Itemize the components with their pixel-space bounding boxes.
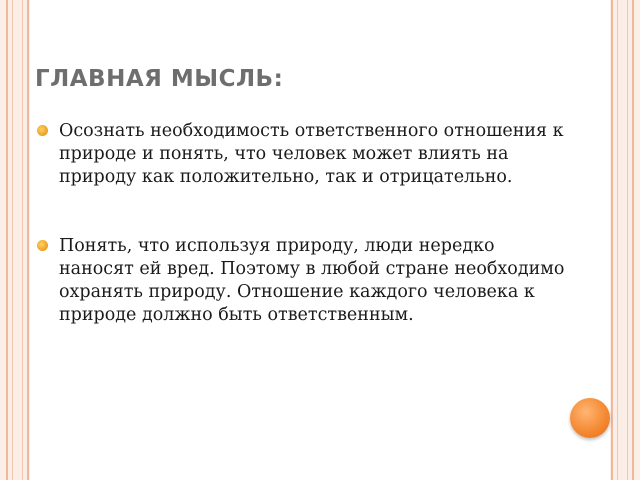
slide-title: ГЛАВНАЯ МЫСЛЬ: — [35, 66, 284, 92]
stripe — [6, 0, 8, 480]
bullet-item — [35, 235, 570, 327]
stripe — [627, 0, 628, 480]
stripe — [12, 0, 13, 480]
bullet-item — [35, 120, 570, 189]
stripe — [611, 0, 613, 480]
stripe — [617, 0, 618, 480]
right-decorative-bar — [610, 0, 640, 480]
stripe — [632, 0, 634, 480]
bullet-icon — [37, 240, 48, 251]
stripe — [27, 0, 29, 480]
bullet-text: Понять, что используя природу, люди нередко наносят ей вред. Поэтому в любой стране необходимо охранять природу. Отношение каждого человека к природе должно быть ответственным. — [59, 236, 565, 325]
orange-circle-icon — [570, 398, 610, 438]
bullet-text: Осознать необходимость ответственного отношения к природе и понять, что человек может влиять на природу как положительно, так и отрицательно. — [59, 121, 564, 187]
bullet-list — [35, 120, 570, 327]
stripe — [22, 0, 23, 480]
left-decorative-bar — [0, 0, 30, 480]
bullet-icon — [37, 125, 48, 136]
